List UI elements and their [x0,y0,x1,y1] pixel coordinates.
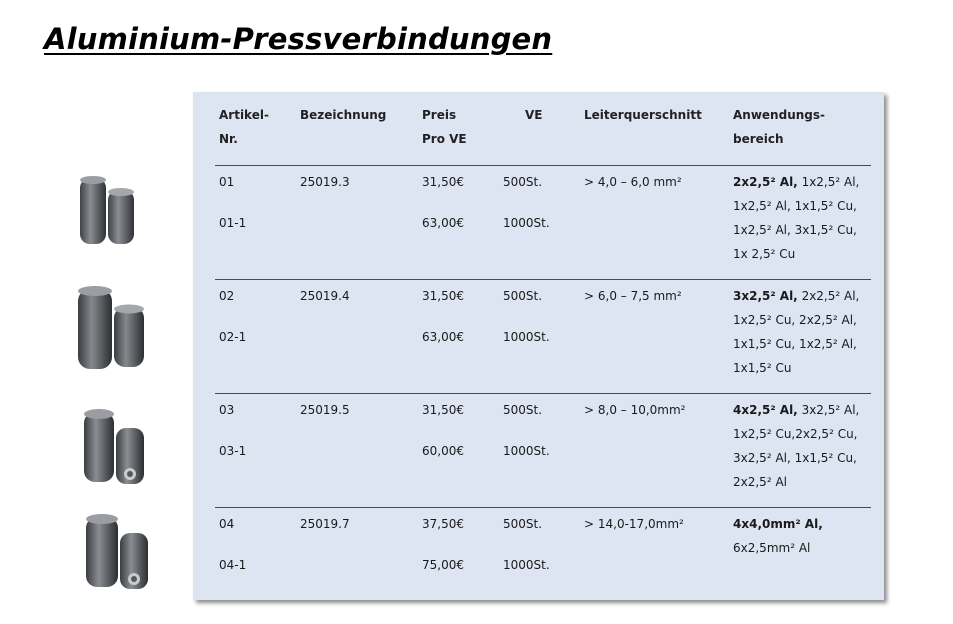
row3-anw-line: 2x2,5² Al [733,475,787,489]
row1-anw-line: 1x2,5² Al, 1x1,5² Cu, [733,199,857,213]
product-table [193,92,884,600]
row3-preis1: 31,50€ [422,403,464,417]
row4-leiter: > 14,0-17,0mm² [584,517,684,531]
row3-anw-line: 1x2,5² Cu,2x2,5² Cu, [733,427,858,441]
header-preis-line2: Pro VE [422,132,467,146]
row2-preis1: 31,50€ [422,289,464,303]
row1-leiter: > 4,0 – 6,0 mm² [584,175,682,189]
row1-anw-bold: 2x2,5² Al, [733,175,798,189]
connector-image-03 [76,408,156,488]
row3-leiter: > 8,0 – 10,0mm² [584,403,686,417]
row4-ve1: 500St. [503,517,543,531]
row2-anwendung [733,284,859,380]
row-divider [215,507,871,508]
header-anwendung [733,103,825,151]
connector-image-02 [72,285,152,375]
header-bezeichnung: Bezeichnung [300,108,387,122]
row2-nr1: 02 [219,289,235,303]
connector-image-04 [78,513,158,593]
row4-ve2: 1000St. [503,558,550,572]
row3-nr1: 03 [219,403,235,417]
row1-preis2: 63,00€ [422,216,464,230]
row-divider [215,165,871,166]
row1-ve1: 500St. [503,175,543,189]
row2-anw-line: 1x1,5² Cu [733,361,792,375]
row3-bezeichnung: 25019.5 [300,403,350,417]
row3-ve1: 500St. [503,403,543,417]
row3-ve2: 1000St. [503,444,550,458]
row2-preis2: 63,00€ [422,330,464,344]
row3-anw-bold: 4x2,5² Al, [733,403,798,417]
row1-nr1: 01 [219,175,235,189]
row3-anw-line: 3x2,5² Al, 1x1,5² Cu, [733,451,857,465]
header-preis [422,103,467,151]
row1-bezeichnung: 25019.3 [300,175,350,189]
row2-anw-line: 1x2,5² Cu, 2x2,5² Al, [733,313,857,327]
row-divider [215,393,871,394]
row2-ve1: 500St. [503,289,543,303]
row4-anw-bold: 4x4,0mm² Al, [733,517,823,531]
row4-nr2: 04-1 [219,558,247,572]
row1-anw-rest: 1x2,5² Al, [797,175,860,189]
row2-ve2: 1000St. [503,330,550,344]
row4-preis1: 37,50€ [422,517,464,531]
row2-leiter: > 6,0 – 7,5 mm² [584,289,682,303]
row2-anw-rest: 2x2,5² Al, [797,289,860,303]
row1-anw-line: 1x 2,5² Cu [733,247,796,261]
row1-anwendung [733,170,859,266]
page-title: Aluminium-Pressverbindungen [44,22,553,56]
row4-anw-line: 6x2,5mm² Al [733,541,811,555]
header-artikel-line2: Nr. [219,132,238,146]
row2-anw-line: 1x1,5² Cu, 1x2,5² Al, [733,337,857,351]
header-leiter: Leiterquerschnitt [584,108,702,122]
row3-anwendung [733,398,859,494]
header-artikel-line1: Artikel- [219,108,269,122]
row4-anwendung [733,512,823,560]
row2-anw-bold: 3x2,5² Al, [733,289,798,303]
header-artikel [219,103,269,151]
row4-preis2: 75,00€ [422,558,464,572]
header-ve: VE [525,108,543,122]
row1-anw-line: 1x2,5² Al, 3x1,5² Cu, [733,223,857,237]
row1-ve2: 1000St. [503,216,550,230]
header-anwendung-line2: bereich [733,132,784,146]
header-anwendung-line1: Anwendungs- [733,108,825,122]
row4-bezeichnung: 25019.7 [300,517,350,531]
row1-preis1: 31,50€ [422,175,464,189]
row3-preis2: 60,00€ [422,444,464,458]
row4-nr1: 04 [219,517,235,531]
row2-bezeichnung: 25019.4 [300,289,350,303]
row1-nr2: 01-1 [219,216,247,230]
row3-anw-rest: 3x2,5² Al, [797,403,860,417]
row2-nr2: 02-1 [219,330,247,344]
header-preis-line1: Preis [422,108,457,122]
connector-image-01 [72,172,144,250]
row3-nr2: 03-1 [219,444,247,458]
row-divider [215,279,871,280]
